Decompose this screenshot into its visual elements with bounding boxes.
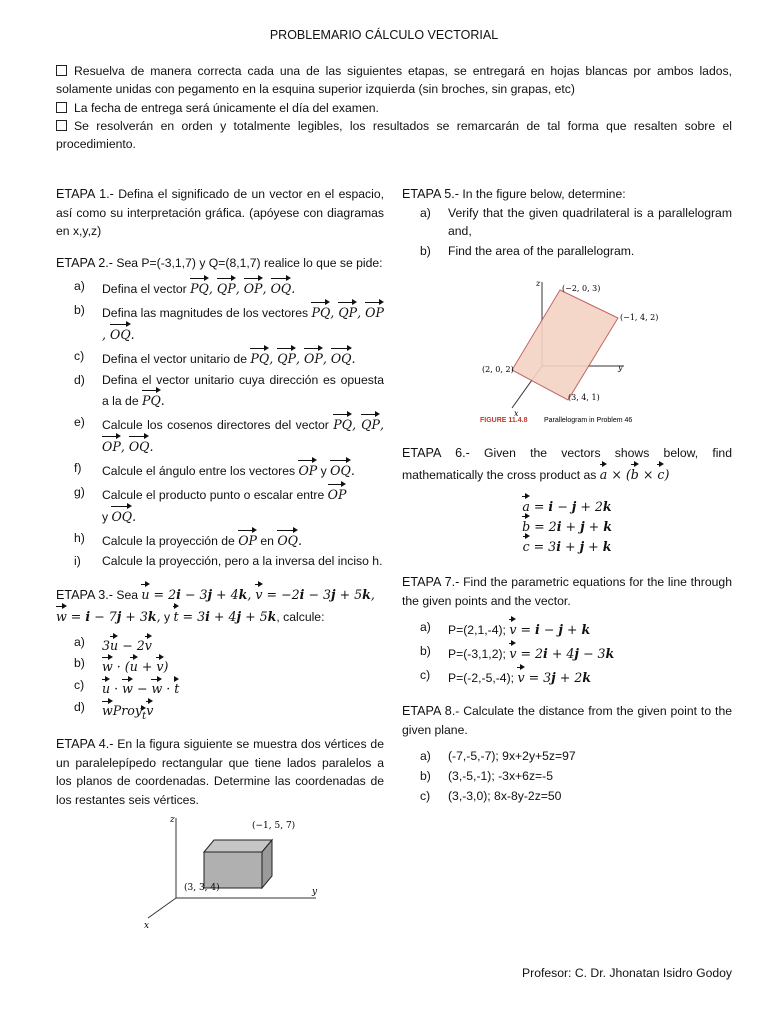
list-item: d) Defina el vector unitario cuya dirección es opuesta a la de PQ. bbox=[56, 371, 384, 411]
svg-text:y: y bbox=[312, 887, 318, 897]
equation: a = i − j + 2k bbox=[402, 495, 732, 515]
etapa-label: ETAPA 5.- bbox=[402, 187, 459, 201]
etapa-text: En la figura siguiente se muestra dos vértices de un paralelepípedo rectangular que tiene lados paralelos a los planos de coordenadas. Determine las coordenadas de los restantes seis vértices. bbox=[56, 737, 384, 807]
etapa-label: ETAPA 1.- bbox=[56, 187, 114, 201]
etapa-1 bbox=[56, 185, 384, 240]
list-item: a) 3u − 2v bbox=[74, 634, 152, 653]
svg-text:(−1, 5, 7): (−1, 5, 7) bbox=[252, 821, 296, 831]
checkbox-icon bbox=[56, 65, 67, 76]
svg-text:(2, 0, 2): (2, 0, 2) bbox=[482, 365, 514, 374]
instruction-item: La fecha de entrega será únicamente el día del examen. bbox=[56, 99, 732, 117]
svg-text:x: x bbox=[144, 921, 150, 931]
checkbox-icon bbox=[56, 120, 67, 131]
etapa-5 bbox=[402, 185, 732, 261]
etapa-2-list bbox=[56, 277, 384, 570]
list-item: b) P=(-3,1,2); v = 2i + 4j − 3k bbox=[402, 642, 732, 664]
list-item: c) P=(-2,-5,-4); v = 3j + 2k bbox=[402, 666, 732, 688]
parallelogram-figure bbox=[478, 276, 668, 426]
etapa-8-list bbox=[402, 747, 732, 806]
instructions bbox=[56, 62, 732, 153]
instruction-item: Se resolverán en orden y totalmente legibles, los resultados se remarcarán de tal forma que resalten sobre el procedimiento. bbox=[56, 118, 732, 152]
etapa-3: ETAPA 3.- Sea u = 2i − 3j + 4k, v = −2i − 3j + 5k, w = i − 7j + 3k, y t = 3i + 4j + 5k, calcule: a) 3u − 2v b) w · (u + v) c) u · w − w · t d) wProy$_t$v bbox=[56, 583, 384, 724]
list-item: d) wProy$_t$v bbox=[74, 700, 154, 722]
etapa-8 bbox=[402, 702, 732, 806]
etapa-7 bbox=[402, 573, 732, 688]
etapa-5-list bbox=[402, 204, 732, 261]
list-item: b) Find the area of the parallelogram. bbox=[420, 244, 635, 259]
list-item: a) Defina el vector PQ, QP, OP, OQ. bbox=[56, 277, 384, 299]
list-item: a) (-7,-5,-7); 9x+2y+5z=97 bbox=[420, 748, 576, 763]
page-title: PROBLEMARIO CÁLCULO VECTORIAL bbox=[269, 28, 499, 42]
etapa-label: ETAPA 6.- bbox=[402, 446, 470, 460]
list-item: a) Verify that the given quadrilateral is a parallelogram and, bbox=[420, 205, 732, 239]
right-column bbox=[402, 185, 732, 273]
etapa-label: ETAPA 7.- bbox=[402, 574, 460, 589]
etapa-text: .- Calculate the distance from the given point to the given plane. bbox=[402, 703, 732, 737]
etapa-3-list bbox=[56, 635, 384, 724]
etapa-label: ETAPA 2.- bbox=[56, 256, 113, 271]
professor-footer: Profesor: C. Dr. Jhonatan Isidro Godoy bbox=[522, 966, 732, 980]
parallelepiped-figure bbox=[140, 812, 330, 932]
svg-text:z: z bbox=[536, 279, 541, 288]
etapa-2 bbox=[56, 254, 384, 570]
etapa-text: Sea P=(-3,1,7) y Q=(8,1,7) realice lo que se pide: bbox=[116, 256, 383, 271]
svg-text:(−1, 4, 2): (−1, 4, 2) bbox=[620, 313, 659, 322]
list-item: h) Calcule la proyección de OP en OQ. bbox=[56, 529, 384, 551]
etapa-6: ETAPA 6.- Given the vectors shows below, find mathematically the cross product as a × (b × c) a = i − j + 2k b = 2i + j + k c = 3i + j + k bbox=[402, 446, 732, 554]
list-item: c) (3,-3,0); 8x-8y-2z=50 bbox=[420, 789, 562, 804]
etapa-text: Defina el significado de un vector en el espacio, así como su interpretación gráfica. (apóyese con diagramas en x,y,z) bbox=[56, 187, 384, 239]
etapa-text: Given the vectors shows below, find mathematically the cross product as bbox=[402, 446, 732, 482]
svg-text:FIGURE 11.4.8: FIGURE 11.4.8 bbox=[480, 417, 528, 424]
svg-text:z: z bbox=[170, 815, 175, 825]
list-item: f) Calcule el ángulo entre los vectores OP y OQ. bbox=[56, 459, 384, 481]
etapa-text: In the figure below, determine: bbox=[462, 187, 626, 201]
etapa-4 bbox=[56, 735, 384, 809]
svg-text:Parallelogram in Problem 46: Parallelogram in Problem 46 bbox=[544, 417, 633, 424]
right-column-lower bbox=[402, 444, 732, 818]
equation: c = 3i + j + k bbox=[402, 535, 732, 555]
svg-text:(−2, 0, 3): (−2, 0, 3) bbox=[562, 284, 601, 293]
list-item: e) Calcule los cosenos directores del vector PQ, QP, OP, OQ. bbox=[56, 413, 384, 457]
etapa-label: ETAPA 3.- bbox=[56, 587, 113, 602]
left-column bbox=[56, 185, 384, 821]
svg-text:(3, 3, 4): (3, 3, 4) bbox=[184, 883, 220, 893]
checkbox-icon bbox=[56, 102, 67, 113]
instruction-item: Resuelva de manera correcta cada una de las siguientes etapas, se entregará en hojas blancas por ambos lados, solamente unidas con pegamento en la esquina superior izquierda (sin broches, sin grapas, etc) bbox=[56, 64, 732, 97]
svg-text:x: x bbox=[514, 409, 519, 418]
etapa-text: Find the parametric equations for the line through the given points and the vector. bbox=[402, 574, 732, 608]
list-item: c) Defina el vector unitario de PQ, QP, OP, OQ. bbox=[56, 347, 384, 369]
svg-text:y: y bbox=[618, 363, 623, 372]
list-item: b) Defina las magnitudes de los vectores PQ, QP, OP, OQ. bbox=[56, 301, 384, 345]
list-item: i) Calcule la proyección, pero a la inversa del inciso h. bbox=[74, 554, 383, 569]
list-item: a) P=(2,1,-4); v = i − j + k bbox=[402, 618, 732, 640]
etapa-label: ETAPA 4.- bbox=[56, 737, 114, 752]
list-item: b) w · (u + v) bbox=[74, 656, 169, 675]
etapa-7-list bbox=[402, 618, 732, 688]
list-item: c) u · w − w · t bbox=[74, 678, 180, 697]
list-item: g) Calcule el producto punto o escalar entre OP y OQ. bbox=[56, 483, 384, 527]
svg-text:(3, 4, 1): (3, 4, 1) bbox=[568, 393, 600, 402]
list-item: b) (3,-5,-1); -3x+6z=-5 bbox=[420, 769, 553, 784]
equation: b = 2i + j + k bbox=[402, 515, 732, 535]
etapa-label: ETAPA 8 bbox=[402, 703, 452, 718]
